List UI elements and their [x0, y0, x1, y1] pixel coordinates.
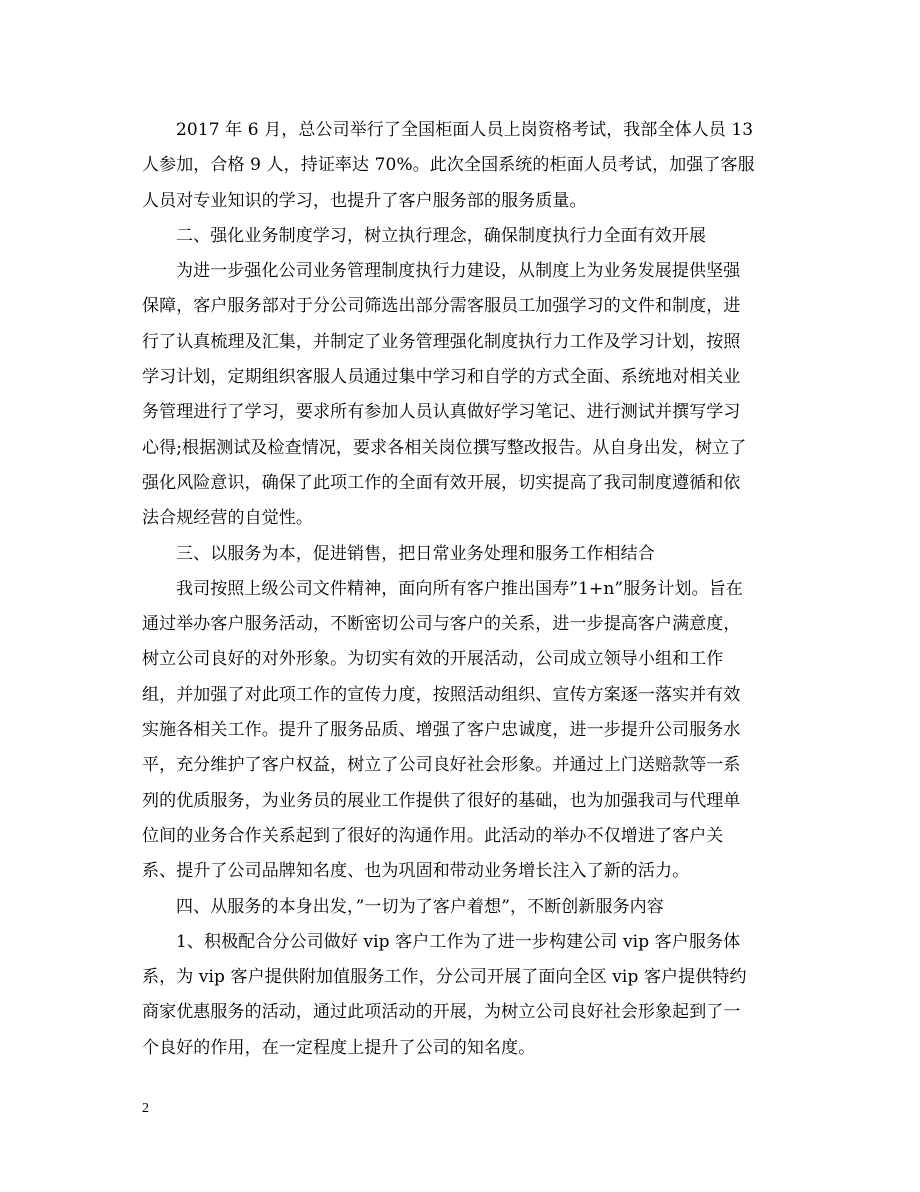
- body-text-line: 心得;根据测试及检查情况，要求各相关岗位撰写整改报告。从自身出发，树立了: [142, 437, 747, 458]
- body-text-line: 行了认真梳理及汇集，并制定了业务管理强化制度执行力工作及学习计划，按照: [142, 331, 741, 352]
- body-text-line: 2017 年 6 月，总公司举行了全国柜面人员上岗资格考试，我部全体人员 13: [176, 120, 754, 140]
- body-text-line: 强化风险意识，确保了此项工作的全面有效开展，切实提高了我司制度遵循和依: [142, 472, 741, 493]
- body-text-line: 列的优质服务，为业务员的展业工作提供了很好的基础，也为加强我司与代理单: [142, 790, 741, 811]
- body-text-line: 通过举办客户服务活动，不断密切公司与客户的关系，进一步提高客户满意度，: [142, 614, 741, 635]
- body-text-line: 为进一步强化公司业务管理制度执行力建设，从制度上为业务发展提供坚强: [176, 261, 741, 282]
- body-text-line: 实施各相关工作。提升了服务品质、增强了客户忠诚度，进一步提升公司服务水: [142, 720, 741, 741]
- body-text-line: 树立公司良好的对外形象。为切实有效的开展活动，公司成立领导小组和工作: [142, 649, 724, 670]
- body-text-line: 务管理进行了学习，要求所有参加人员认真做好学习笔记、进行测试并撰写学习: [142, 402, 741, 423]
- body-text-line: 组，并加强了对此项工作的宣传力度，按照活动组织、宣传方案逐一落实并有效: [142, 684, 741, 705]
- body-text-line: 平，充分维护了客户权益，树立了公司良好社会形象。并通过上门送赔款等一系: [142, 755, 741, 776]
- body-text-line: 法合规经营的自觉性。: [142, 508, 313, 529]
- body-text-line: 个良好的作用，在一定程度上提升了公司的知名度。: [142, 1037, 536, 1058]
- body-text-line: 系、提升了公司品牌知名度、也为巩固和带动业务增长注入了新的活力。: [142, 861, 690, 882]
- body-text-line: 商家优惠服务的活动，通过此项活动的开展，为树立公司良好社会形象起到了一: [142, 1002, 741, 1023]
- body-text-line: 学习计划，定期组织客服人员通过集中学习和自学的方式全面、系统地对相关业: [142, 367, 741, 388]
- body-text-line: 我司按照上级公司文件精神，面向所有客户推出国寿”1+n”服务计划。旨在: [176, 578, 743, 599]
- body-text-line: 位间的业务合作关系起到了很好的沟通作用。此活动的举办不仅增进了客户关: [142, 825, 724, 846]
- body-text-line: 系，为 vip 客户提供附加值服务工作，分公司开展了面向全区 vip 客户提供特约: [142, 967, 747, 988]
- body-text-line: 人员对专业知识的学习，也提升了客户服务部的服务质量。: [142, 190, 587, 211]
- body-text-line: 人参加，合格 9 人，持证率达 70%。此次全国系统的柜面人员考试，加强了客服: [142, 155, 755, 176]
- page-number: 2: [142, 1101, 149, 1116]
- section-heading: 四、从服务的本身出发，”一切为了客户着想”，不断创新服务内容: [176, 896, 664, 917]
- body-text-line: 1、积极配合分公司做好 vip 客户工作为了进一步构建公司 vip 客户服务体: [176, 931, 741, 952]
- section-heading: 二、强化业务制度学习，树立执行理念，确保制度执行力全面有效开展: [176, 225, 707, 246]
- section-heading: 三、以服务为本，促进销售，把日常业务处理和服务工作相结合: [176, 543, 655, 564]
- body-text-line: 保障，客户服务部对于分公司筛选出部分需客服员工加强学习的文件和制度，进: [142, 296, 741, 317]
- document-body: [142, 113, 786, 1066]
